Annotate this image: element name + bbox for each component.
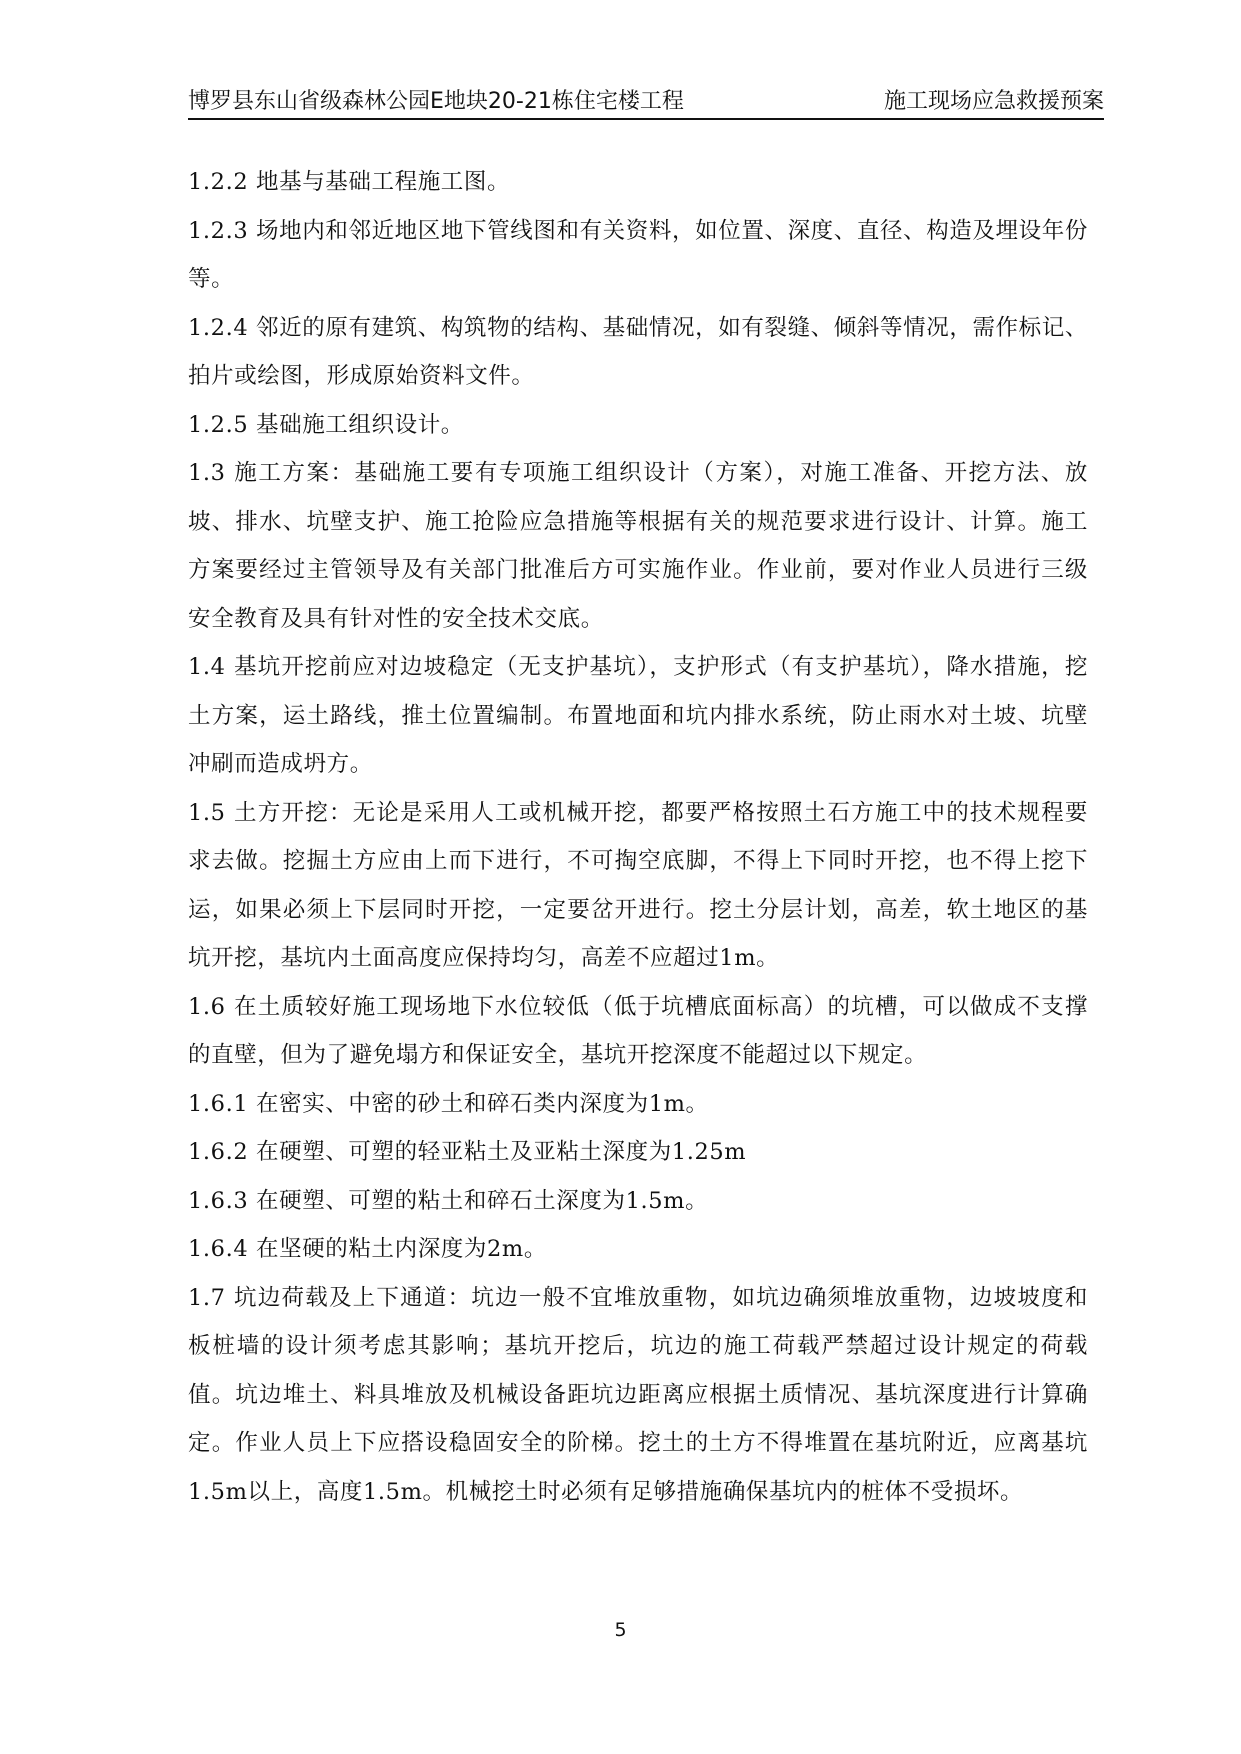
- paragraph-1-6-4: 1.6.4 在坚硬的粘土内深度为2m。: [188, 1236, 547, 1262]
- paragraph-1-4: 1.4 基坑开挖前应对边坡稳定（无支护基坑），支护形式（有支护基坑），降水措施，挖土方案，运土路线，推土位置编制。布置地面和坑内排水系统，防止雨水对土坡、坑壁冲刷而造成坍方。: [188, 654, 1088, 777]
- paragraph-1-2-5: 1.2.5 基础施工组织设计。: [188, 411, 464, 438]
- paragraph-1-2-3: 1.2.3 场地内和邻近地区地下管线图和有关资料，如位置、深度、直径、构造及埋设年份等。: [188, 217, 1088, 292]
- header-divider: [188, 118, 1104, 120]
- header-document-title: 施工现场应急救援预案: [883, 89, 1104, 114]
- paragraph-1-6-1: 1.6.1 在密实、中密的砂土和碎石类内深度为1m。: [188, 1090, 709, 1117]
- paragraph-1-2-4: 1.2.4 邻近的原有建筑、构筑物的结构、基础情况，如有裂缝、倾斜等情况，需作标记、拍片或绘图，形成原始资料文件。: [188, 314, 1088, 389]
- document-body: [188, 158, 1088, 1516]
- paragraph-1-6: 1.6 在土质较好施工现场地下水位较低（低于坑槽底面标高）的坑槽，可以做成不支撑的直壁，但为了避免塌方和保证安全，基坑开挖深度不能超过以下规定。: [188, 993, 1088, 1068]
- paragraph-1-6-3: 1.6.3 在硬塑、可塑的粘土和碎石土深度为1.5m。: [188, 1187, 709, 1214]
- paragraph-1-7: 1.7 坑边荷载及上下通道：坑边一般不宜堆放重物，如坑边确须堆放重物，边坡坡度和板桩墙的设计须考虑其影响；基坑开挖后，坑边的施工荷载严禁超过设计规定的荷载值。坑边堆土、料具堆放及机械设备距坑边距离应根据土质情况、基坑深度进行计算确定。作业人员上下应搭设稳固安全的阶梯。挖土的土方不得堆置在基坑附近，应离基坑1.5m以上，高度1.5m。机械挖土时必须有足够措施确保基坑内的桩体不受损坏。: [188, 1284, 1088, 1505]
- page-header: [188, 86, 1104, 118]
- paragraph-1-2-2: 1.2.2 地基与基础工程施工图。: [188, 169, 511, 195]
- page-number: 5: [614, 1619, 627, 1641]
- paragraph-1-5: 1.5 土方开挖：无论是采用人工或机械开挖，都要严格按照土石方施工中的技术规程要求去做。挖掘土方应由上而下进行，不可掏空底脚，不得上下同时开挖，也不得上挖下运，如果必须上下层同时开挖，一定要岔开进行。挖土分层计划，高差，软土地区的基坑开挖，基坑内土面高度应保持均匀，高差不应超过1m。: [188, 799, 1088, 971]
- header-project-title: 博罗县东山省级森林公园E地块20-21栋住宅楼工程: [188, 89, 684, 114]
- paragraph-1-6-2: 1.6.2 在硬塑、可塑的轻亚粘土及亚粘土深度为1.25m: [188, 1139, 747, 1165]
- paragraph-1-3: 1.3 施工方案：基础施工要有专项施工组织设计（方案），对施工准备、开挖方法、放坡、排水、坑壁支护、施工抢险应急措施等根据有关的规范要求进行设计、计算。施工方案要经过主管领导及有关部门批准后方可实施作业。作业前，要对作业人员进行三级安全教育及具有针对性的安全技术交底。: [188, 460, 1088, 632]
